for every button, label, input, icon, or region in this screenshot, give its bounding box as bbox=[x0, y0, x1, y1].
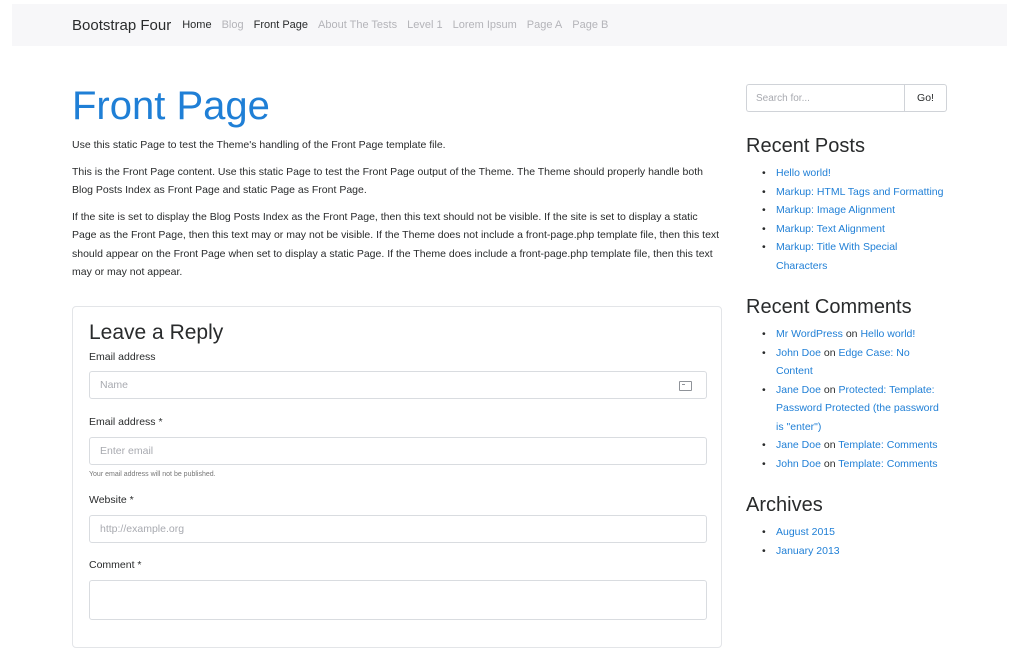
sidebar bbox=[746, 84, 948, 560]
email-help-text: Your email address will not be published. bbox=[89, 471, 216, 478]
search-input[interactable] bbox=[746, 84, 904, 112]
navbar bbox=[12, 4, 1007, 46]
recent-post-link[interactable]: Markup: Title With Special Characters bbox=[776, 241, 898, 272]
reply-title: Leave a Reply bbox=[89, 321, 224, 344]
website-input[interactable] bbox=[89, 515, 707, 543]
archive-link[interactable]: January 2013 bbox=[776, 544, 840, 557]
comment-on-text: on bbox=[823, 457, 836, 470]
search-button[interactable]: Go! bbox=[904, 84, 947, 112]
recent-posts-title: Recent Posts bbox=[746, 135, 865, 157]
email-label: Email address * bbox=[89, 416, 163, 428]
recent-comment-item bbox=[762, 381, 948, 437]
intro-paragraph: Use this static Page to test the Theme's handling of the Front Page template file. bbox=[72, 139, 446, 151]
comment-post-link[interactable]: Edge Case: No Content bbox=[776, 346, 910, 377]
comment-author-link[interactable]: John Doe bbox=[776, 346, 821, 359]
recent-post-item bbox=[762, 201, 948, 220]
nav-item-blog[interactable]: Blog bbox=[221, 19, 244, 31]
recent-post-link[interactable]: Markup: Image Alignment bbox=[776, 204, 896, 216]
comment-post-link[interactable]: Template: Comments bbox=[838, 457, 938, 470]
comment-on-text: on bbox=[845, 328, 858, 340]
recent-post-item bbox=[762, 220, 948, 239]
comment-author-link[interactable]: Jane Doe bbox=[776, 383, 821, 396]
search-placeholder: Search for... bbox=[756, 92, 810, 104]
nav-item-home[interactable]: Home bbox=[182, 19, 212, 31]
recent-posts-list bbox=[746, 164, 948, 275]
recent-comments-title: Recent Comments bbox=[746, 296, 912, 318]
comment-label: Comment * bbox=[89, 559, 142, 571]
name-input[interactable] bbox=[89, 371, 707, 399]
recent-post-item bbox=[762, 164, 948, 183]
nav-item-front-page[interactable]: Front Page bbox=[253, 19, 309, 31]
recent-comment-item bbox=[762, 436, 948, 455]
recent-comment-item bbox=[762, 325, 948, 344]
recent-comment-item bbox=[762, 455, 948, 474]
website-label: Website * bbox=[89, 494, 134, 506]
contact-card-icon bbox=[679, 381, 692, 391]
website-placeholder: http://example.org bbox=[100, 523, 185, 535]
name-label: Email address bbox=[89, 351, 156, 363]
archive-item bbox=[762, 542, 948, 561]
search-group bbox=[746, 84, 947, 112]
comment-form-card bbox=[72, 306, 722, 648]
recent-comment-item bbox=[762, 344, 948, 381]
recent-post-link[interactable]: Hello world! bbox=[776, 167, 831, 179]
recent-post-item bbox=[762, 183, 948, 202]
nav-item-level-1[interactable]: Level 1 bbox=[407, 19, 443, 31]
recent-post-link[interactable]: Markup: Text Alignment bbox=[776, 222, 885, 235]
nav-item-page-b[interactable]: Page B bbox=[572, 19, 609, 31]
comment-textarea[interactable] bbox=[89, 580, 707, 620]
archives-title: Archives bbox=[746, 494, 823, 516]
archive-item bbox=[762, 523, 948, 542]
content-paragraph: This is the Front Page content. Use this static Page to test the Front Page output of the Theme. The Theme should properly handle both Blog Posts Index as Front Page and static Page as Front Page. bbox=[72, 165, 703, 196]
name-placeholder: Name bbox=[100, 379, 129, 391]
nav-item-page-a[interactable]: Page A bbox=[526, 19, 563, 31]
comment-post-link[interactable]: Hello world! bbox=[860, 328, 916, 340]
comment-on-text: on bbox=[823, 383, 836, 396]
email-placeholder: Enter email bbox=[100, 445, 154, 457]
nav-item-about-the-tests[interactable]: About The Tests bbox=[318, 19, 398, 31]
email-input[interactable] bbox=[89, 437, 707, 465]
main-content bbox=[72, 84, 722, 290]
archive-link[interactable]: August 2015 bbox=[776, 526, 835, 538]
recent-post-link[interactable]: Markup: HTML Tags and Formatting bbox=[776, 185, 944, 198]
comment-on-text: on bbox=[823, 439, 836, 451]
comment-author-link[interactable]: John Doe bbox=[776, 457, 821, 470]
recent-post-item bbox=[762, 238, 948, 275]
comment-author-link[interactable]: Jane Doe bbox=[776, 439, 821, 451]
page-title: Front Page bbox=[72, 84, 270, 128]
content-paragraph: If the site is set to display the Blog Posts Index as the Front Page, then this text should not be visible. If the site is set to display a static Page as the Front Page, then this text may or may not be visible. If the Theme does not include a front-page.php template file, then this text should appear on the Front Page when set to display a static Page. If the Theme does include a front-page.php template file, then this text may or may not appear. bbox=[72, 210, 720, 278]
comment-post-link[interactable]: Protected: Template: Password Protected (the password is "enter") bbox=[776, 383, 939, 433]
archives-list bbox=[746, 523, 948, 560]
recent-comments-list bbox=[746, 325, 948, 473]
comment-post-link[interactable]: Template: Comments bbox=[838, 439, 938, 451]
comment-on-text: on bbox=[823, 346, 836, 359]
nav-item-lorem-ipsum[interactable]: Lorem Ipsum bbox=[452, 19, 517, 31]
comment-author-link[interactable]: Mr WordPress bbox=[776, 328, 843, 340]
brand-link[interactable]: Bootstrap Four bbox=[72, 16, 172, 34]
